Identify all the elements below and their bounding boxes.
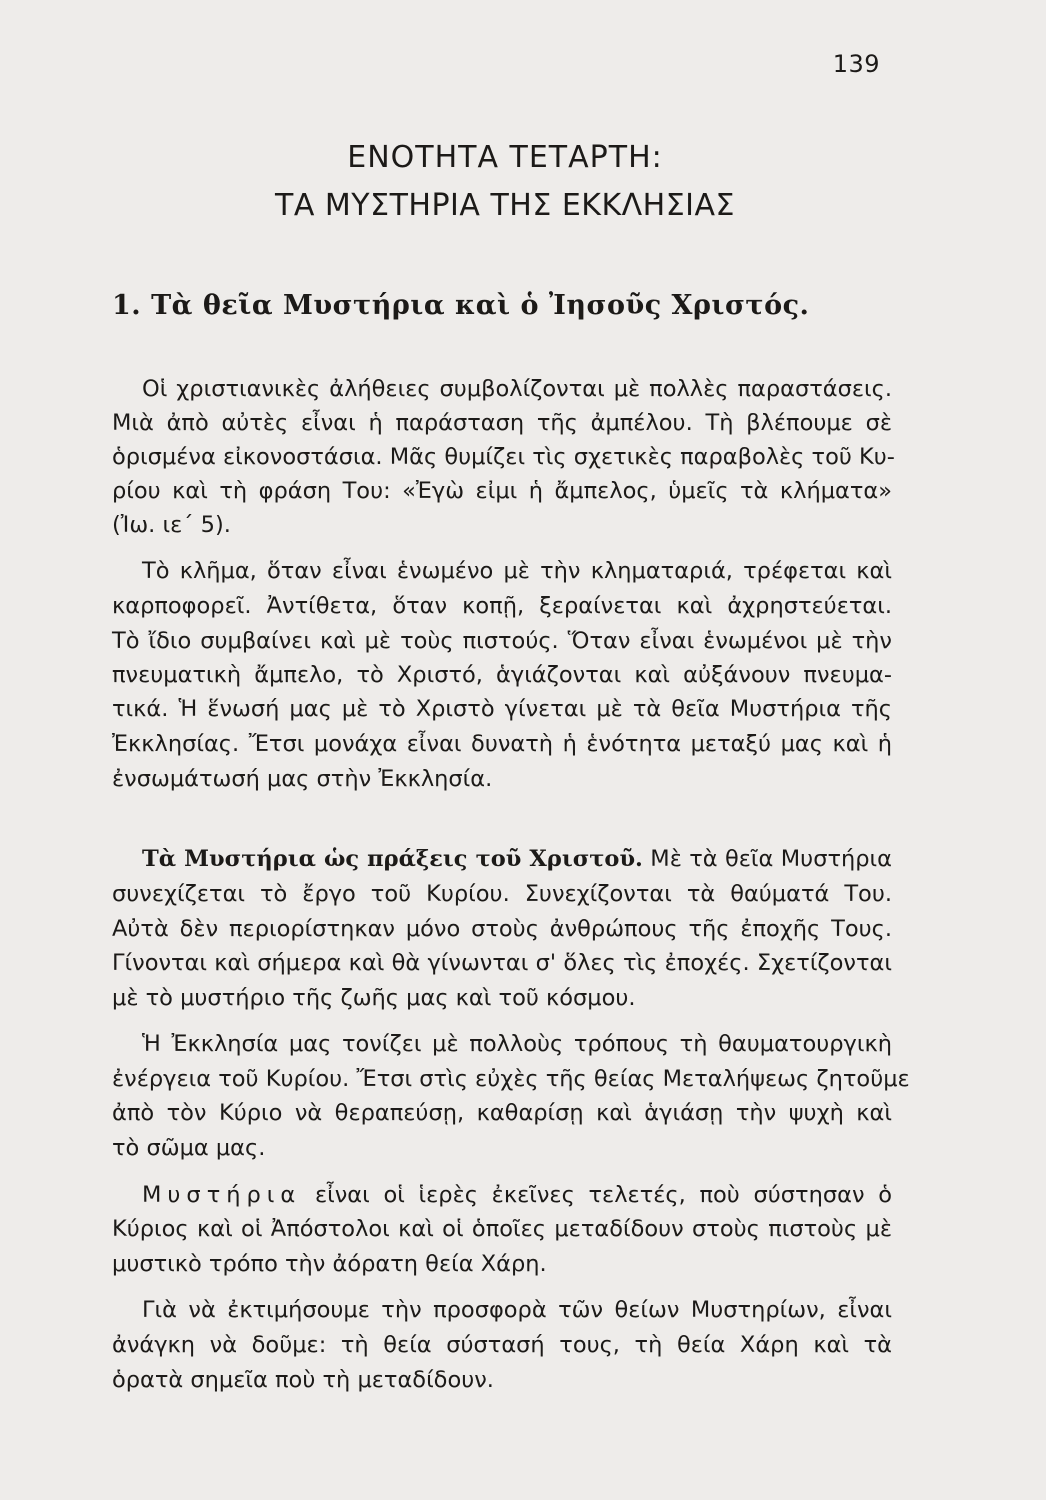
text-line [142, 842, 892, 876]
text-line: μὲ τὸ μυστήριο τῆς ζωῆς μας καὶ τοῦ κόσμου. [112, 985, 636, 1011]
text-line: πνευματικὴ ἄμπελο, τὸ Χριστό, ἁγιάζονται καὶ αὐξάνουν πνευμα- [112, 662, 892, 688]
text-line: Τὸ ἴδιο συμβαίνει καὶ μὲ τοὺς πιστούς. Ὅταν εἶναι ἑνωμένοι μὲ τὴν [112, 628, 892, 654]
spaced-term: Μυστήρια [142, 1182, 302, 1208]
text-line: Γίνονται καὶ σήμερα καὶ θὰ γίνωνται σ' ὅλες τὶς ἐποχές. Σχετίζονται [112, 950, 892, 976]
text-line: Ἐκκλησίας. Ἔτσι μονάχα εἶναι δυνατὴ ἡ ἑνότητα μεταξύ μας καὶ ἡ [112, 731, 892, 757]
text-line: ἀνάγκη νὰ δοῦμε: τὴ θεία σύστασή τους, τὴ θεία Χάρη καὶ τὰ [112, 1332, 892, 1358]
text-line: Αὐτὰ δὲν περιορίστηκαν μόνο στοὺς ἀνθρώπους τῆς ἐποχῆς Τους. [112, 916, 892, 942]
text-line: Τὸ κλῆμα, ὅταν εἶναι ἑνωμένο μὲ τὴν κληματαριά, τρέφεται καὶ [142, 558, 892, 584]
text-line: συνεχίζεται τὸ ἔργο τοῦ Κυρίου. Συνεχίζονται τὰ θαύματά Του. [112, 881, 892, 907]
text-line: καρποφορεῖ. Ἀντίθετα, ὅταν κοπῇ, ξεραίνεται καὶ ἀχρηστεύεται. [112, 593, 892, 619]
text-line: τικά. Ἡ ἕνωσή μας μὲ τὸ Χριστὸ γίνεται μὲ τὰ θεῖα Μυστήρια τῆς [112, 696, 892, 722]
text-line: (Ἰω. ιε΄ 5). [112, 512, 231, 538]
text-line: Ἡ Ἐκκλησία μας τονίζει μὲ πολλοὺς τρόπους τὴ θαυματουργικὴ [142, 1031, 892, 1057]
text-span: Μὲ τὰ θεῖα Μυστήρια [642, 846, 892, 872]
text-line: μυστικὸ τρόπο τὴν ἀόρατη θεία Χάρη. [112, 1251, 547, 1277]
text-line: Μιὰ ἀπὸ αὐτὲς εἶναι ἡ παράσταση τῆς ἀμπέλου. Τὴ βλέπουμε σὲ [112, 410, 892, 436]
section-heading: 1. Τὰ θεῖα Μυστήρια καὶ ὁ Ἰησοῦς Χριστός. [112, 290, 810, 321]
text-line: ὁρισμένα εἰκονοστάσια. Μᾶς θυμίζει τὶς σχετικὲς παραβολὲς τοῦ Κυ- [112, 444, 895, 470]
text-line: ἐνσωμάτωσή μας στὴν Ἐκκλησία. [112, 766, 493, 792]
text-line: Κύριος καὶ οἱ Ἀπόστολοι καὶ οἱ ὁποῖες μεταδίδουν στοὺς πιστοὺς μὲ [112, 1216, 892, 1242]
chapter-label: ΕΝΟΤΗΤΑ ΤΕΤΑΡΤΗ: [347, 140, 663, 175]
text-line: τὸ σῶμα μας. [112, 1135, 266, 1161]
text-line [142, 1178, 892, 1212]
text-line: Γιὰ νὰ ἐκτιμήσουμε τὴν προσφορὰ τῶν θείων Μυστηρίων, εἶναι [142, 1297, 892, 1323]
subheading-mysteries-as-acts: Τὰ Μυστήρια ὡς πράξεις τοῦ Χριστοῦ. [142, 846, 643, 872]
text-span: εἶναι οἱ ἱερὲς ἐκεῖνες τελετές, ποὺ σύστησαν ὁ [301, 1182, 892, 1208]
text-line: ἐνέργεια τοῦ Κυρίου. Ἔτσι στὶς εὐχὲς τῆς θείας Μεταλήψεως ζητοῦμε [112, 1066, 910, 1092]
text-line: ὁρατὰ σημεῖα ποὺ τὴ μεταδίδουν. [112, 1367, 494, 1393]
page-number: 139 [832, 50, 880, 78]
text-line: ρίου καὶ τὴ φράση Του: «Ἐγὼ εἰμι ἡ ἄμπελος, ὑμεῖς τὰ κλήματα» [112, 478, 892, 504]
chapter-title: ΤΑ ΜΥΣΤΗΡΙΑ ΤΗΣ ΕΚΚΛΗΣΙΑΣ [275, 188, 735, 223]
text-line: Οἱ χριστιανικὲς ἀλήθειες συμβολίζονται μὲ πολλὲς παραστάσεις. [142, 376, 892, 402]
text-line: ἀπὸ τὸν Κύριο νὰ θεραπεύσῃ, καθαρίσῃ καὶ ἁγιάσῃ τὴν ψυχὴ καὶ [112, 1100, 892, 1126]
